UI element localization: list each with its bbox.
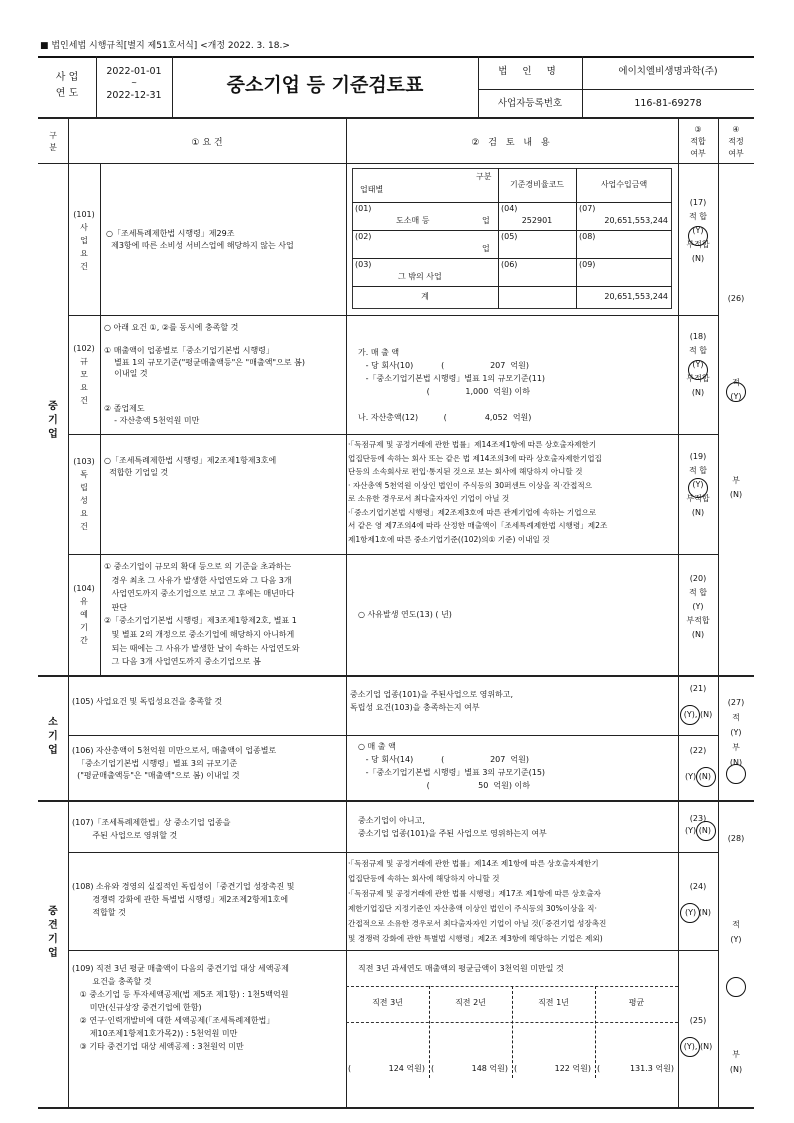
row101-fit: (17) 적 합 (Y) 부적합 (N) xyxy=(686,198,710,263)
row105-fit-mark xyxy=(680,705,700,725)
row107-fit-mark xyxy=(696,821,716,841)
row106-fit-mark xyxy=(696,767,716,787)
row108-fit-mark xyxy=(680,903,700,923)
legal-reference: ■ 법인세법 시행규칙[별지 제51호서식] <개정 2022. 3. 18.> xyxy=(40,41,290,51)
period-end: 2022-12-31 xyxy=(106,90,162,101)
row104-review: ○ 사유발생 연도(13) ( 년) xyxy=(358,610,452,619)
col-fit: ③ 적합 여부 xyxy=(690,125,706,158)
row102-review: 가. 매 출 액 - 당 회사(10) ( 207 억원) -「중소기업기본법 시행령」별표 1의 규모기준(11) ( 1,000 억원) 이하 나. 자산총액(12) ( 4,052 억원) xyxy=(358,348,546,422)
row106-fit-no: (22) xyxy=(689,746,707,755)
row109-fit-mark xyxy=(680,1037,700,1057)
row101-fit-mark xyxy=(688,226,708,246)
cell-02: (02) xyxy=(355,232,372,241)
biz-no: 116-81-69278 xyxy=(634,98,702,109)
row104-code: (104) 유 예 기 간 xyxy=(73,584,95,645)
row109-review-title: 직전 3년 과세연도 매출액의 평균금액이 3천억원 미만일 것 xyxy=(358,964,564,973)
row108-fit-no: (24) xyxy=(689,882,707,891)
section-mid: 중 견 기 업 xyxy=(48,906,58,959)
row104-requirement: ① 중소기업이 규모의 확대 등으로 의 기준을 초과하는 경우 최초 그 사유가 발생한 사업연도와 그 다음 3개 사업연도까지 중소기업으로 보고 그 후에는 매년마다 판단 ②「중소기업기본법 시행령」제3조제1항제2호, 별표 1 및 별표 2의 개정으로 중소기업에 해당하지 아니하게 되는 때에는 그 사유가 발생한 날이 속하는 사업연도와 그 다음 3개 사업연도까지 중소기업으로 봄 xyxy=(104,562,300,667)
cell-r1-amount: 20,651,553,244 xyxy=(604,216,668,225)
row104-fit: (20) 적 합 (Y) 부적합 (N) xyxy=(686,574,710,639)
row103-fit-mark xyxy=(688,478,708,498)
row105-fit-no: (21) xyxy=(689,684,707,693)
row107-requirement: (107)「조세특례제한법」상 중소기업 업종을 주된 사업으로 영위할 것 xyxy=(72,818,231,840)
page-title: 중소기업 등 기준검토표 xyxy=(226,74,424,96)
cell-r1-name: 도소매 등 xyxy=(396,216,430,225)
section-sme: 중 기 업 xyxy=(48,401,58,440)
row103-code: (103) 독 립 성 요 건 xyxy=(73,457,95,531)
avg-sales-col-header: 직전 2년 xyxy=(455,998,486,1007)
col-requirements: ① 요 건 xyxy=(191,138,223,148)
row109-fit-yn: (Y), (N) xyxy=(683,1042,713,1051)
cell-05: (05) xyxy=(501,232,518,241)
corp-name: 에이치엘비생명과학(주) xyxy=(618,66,718,77)
sme-suitable-mark xyxy=(726,382,746,402)
mid-suitable: (28) 적 (Y) 부 (N) xyxy=(727,834,745,1074)
cell-r1-code: 252901 xyxy=(521,216,553,225)
row106-review: ○ 매 출 액 - 당 회사(14) ( 207 억원) -「중소기업기본법 시행령」별표 3의 규모기준(15) ( 50 억원) 이하 xyxy=(358,742,546,790)
row103-fit: (19) 적 합 (Y) 부적합 (N) xyxy=(686,452,710,517)
period-start: 2022-01-01 xyxy=(106,66,162,77)
cell-r3-name: 그 밖의 사업 xyxy=(398,272,442,281)
table-hdr-code: 기준경비율코드 xyxy=(509,180,565,189)
row102-fit: (18) 적 합 (Y) 부적합 (N) xyxy=(686,332,710,397)
cell-total-amount: 20,651,553,244 xyxy=(604,292,668,301)
cell-09: (09) xyxy=(579,260,596,269)
mid-suitable-mark xyxy=(726,977,746,997)
cell-01: (01) xyxy=(355,204,372,213)
row107-fit-no: (23) xyxy=(689,814,707,823)
cell-07: (07) xyxy=(579,204,596,213)
period-label: 사 업 연 도 xyxy=(55,72,79,99)
row105-requirement: (105) 사업요건 및 독립성요건을 충족할 것 xyxy=(72,697,223,706)
avg-sales-divider xyxy=(512,986,513,1078)
col-suitable: ④ 적정 여부 xyxy=(728,125,744,158)
avg-sales-divider xyxy=(595,986,596,1078)
cell-r2-suffix: 업 xyxy=(482,244,490,253)
small-suitable: (27) 적 (Y) 부 (N) xyxy=(727,698,745,767)
row102-requirement: ○ 아래 요건 ①, ②를 동시에 충족할 것 ① 매출액이 업종별로「중소기업기본법 시행령」 별표 1의 규모기준("평균매출액등"은 "매출액"으로 봄) 이내일 것 ② 졸업제도 - 자산총액 5천억원 미만 xyxy=(104,323,305,425)
row105-review: 중소기업 업종(101)을 주된사업으로 영위하고, 독립성 요건(103)을 충족하는지 여부 xyxy=(350,690,514,712)
corp-name-label: 법 인 명 xyxy=(498,66,562,77)
row107-fit-yn: (Y) (N) xyxy=(685,826,711,835)
sme-suitable: (26) 적 (Y) 부 (N) xyxy=(727,294,745,499)
row106-requirement: (106) 자산총액이 5천억원 미만으로서, 매출액이 업종별로 「중소기업기본법 시행령」별표 3의 규모기준 ("평균매출액등"은 "매출액"으로 봄) 이내일 것 xyxy=(72,746,277,780)
avg-sales-divider xyxy=(429,986,430,1078)
row103-review: ·「독점규제 및 공정거래에 관한 법률」제14조제1항에 따른 상호출자제한기 업집단등에 속하는 회사 또는 같은 법 제14조의3에 따라 상호출자제한기업집 단등의 소속회사로 편입·통지된 것으로 보는 회사에 해당하지 아니할 것 · 자산총액 5천억원 이상인 법인이 주식등의 30퍼센트 이상을 직·간접적으 로 소유한 경우로서 최다출자자인 기업이 아닐 것 ·「중소기업기본법 시행령」제2조제3호에 따른 관계기업에 속하는 기업으로 서 같은 영 제7조의4에 따라 산정한 매출액이「조세특례제한법 시행령」제2조 제1항제1호에 따른 중소기업기준((102)의① 기준) 이내일 것 xyxy=(348,440,608,544)
row109-requirement: (109) 직전 3년 평균 매출액이 다음의 중견기업 대상 세액공제 요건을 충족할 것 ① 중소기업 등 투자세액공제(법 제5조 제1항) : 1천5백억원 미만(신규상장 중견기업에 한함) ② 연구·인력개발비에 대한 세액공제(「조세특례제한법」 제10조제1항제1호가목2)) : 5천억원 미만 ③ 기타 중견기업 대상 세액공제 : 3천원억 미만 xyxy=(72,964,289,1051)
table-hdr-amount: 사업수입금액 xyxy=(600,180,648,189)
avg-sales-value: ( 122 억원) xyxy=(514,1064,591,1073)
cell-total-label: 계 xyxy=(421,292,429,301)
row109-fit-no: (25) xyxy=(689,1016,707,1025)
row105-fit-yn: (Y), (N) xyxy=(683,710,713,719)
table-hdr-gubun: 구분 xyxy=(476,172,492,181)
row102-fit-mark xyxy=(688,360,708,380)
col-category: 구 분 xyxy=(49,131,57,152)
avg-sales-col-header: 평균 xyxy=(628,998,645,1007)
row103-requirement: ○「조세특례제한법 시행령」제2조제1항제3호에 적합한 기업일 것 xyxy=(104,456,277,477)
row106-fit-yn: (Y) (N) xyxy=(685,772,711,781)
biz-no-label: 사업자등록번호 xyxy=(497,98,563,109)
cell-08: (08) xyxy=(579,232,596,241)
avg-sales-value: ( 131.3 억원) xyxy=(597,1064,674,1073)
avg-sales-col-header: 직전 3년 xyxy=(372,998,403,1007)
row101-requirement: ○「조세특례제한법 시행령」제29조 제3항에 따른 소비성 서비스업에 해당하지 않는 사업 xyxy=(106,229,294,250)
period-separator: ~ xyxy=(131,79,137,87)
cell-03: (03) xyxy=(355,260,372,269)
avg-sales-col-header: 직전 1년 xyxy=(538,998,569,1007)
row102-code: (102) 규 모 요 건 xyxy=(73,344,95,405)
row108-requirement: (108) 소유와 경영의 실질적인 독립성이「중견기업 성장촉진 및 경쟁력 강화에 관한 특별법 시행령」제2조제2항제1호에 적합할 것 xyxy=(72,882,295,917)
small-suitable-mark xyxy=(726,764,746,784)
section-small: 소 기 업 xyxy=(48,717,58,756)
row108-fit-yn: (Y) (N) xyxy=(685,908,711,917)
col-review: ② 검 토 내 용 xyxy=(471,138,553,148)
cell-04: (04) xyxy=(501,204,518,213)
row107-review: 중소기업이 아니고, 중소기업 업종(101)을 주된 사업으로 영위하는지 여부 xyxy=(358,816,547,838)
cell-06: (06) xyxy=(501,260,518,269)
cell-r1-suffix: 업 xyxy=(482,216,490,225)
row108-review: ·「독점규제 및 공정거래에 관한 법률」제14조 제1항에 따른 상호출자제한기 업집단등에 속하는 회사에 해당하지 아니할 것 ·「독점규제 및 공정거래에 관한 법률 시행령」제17조 제1항에 따른 상호출자 제한기업집단 지정기준인 자산총액 이상인 법인이 주식등의 30%이상을 직· 간접적으로 소유한 경우로서 최다출자자인 기업이 아닐 것(「중견기업 성장촉진 및 경쟁력 강화에 관한 특별법 시행령」제2조 제3항에 해당하는 기업은 제외) xyxy=(348,859,607,943)
row101-code: (101) 사 업 요 건 xyxy=(73,210,95,271)
table-hdr-biz: 업태별 xyxy=(360,185,384,194)
avg-sales-value: ( 124 억원) xyxy=(348,1064,425,1073)
avg-sales-value: ( 148 억원) xyxy=(431,1064,508,1073)
